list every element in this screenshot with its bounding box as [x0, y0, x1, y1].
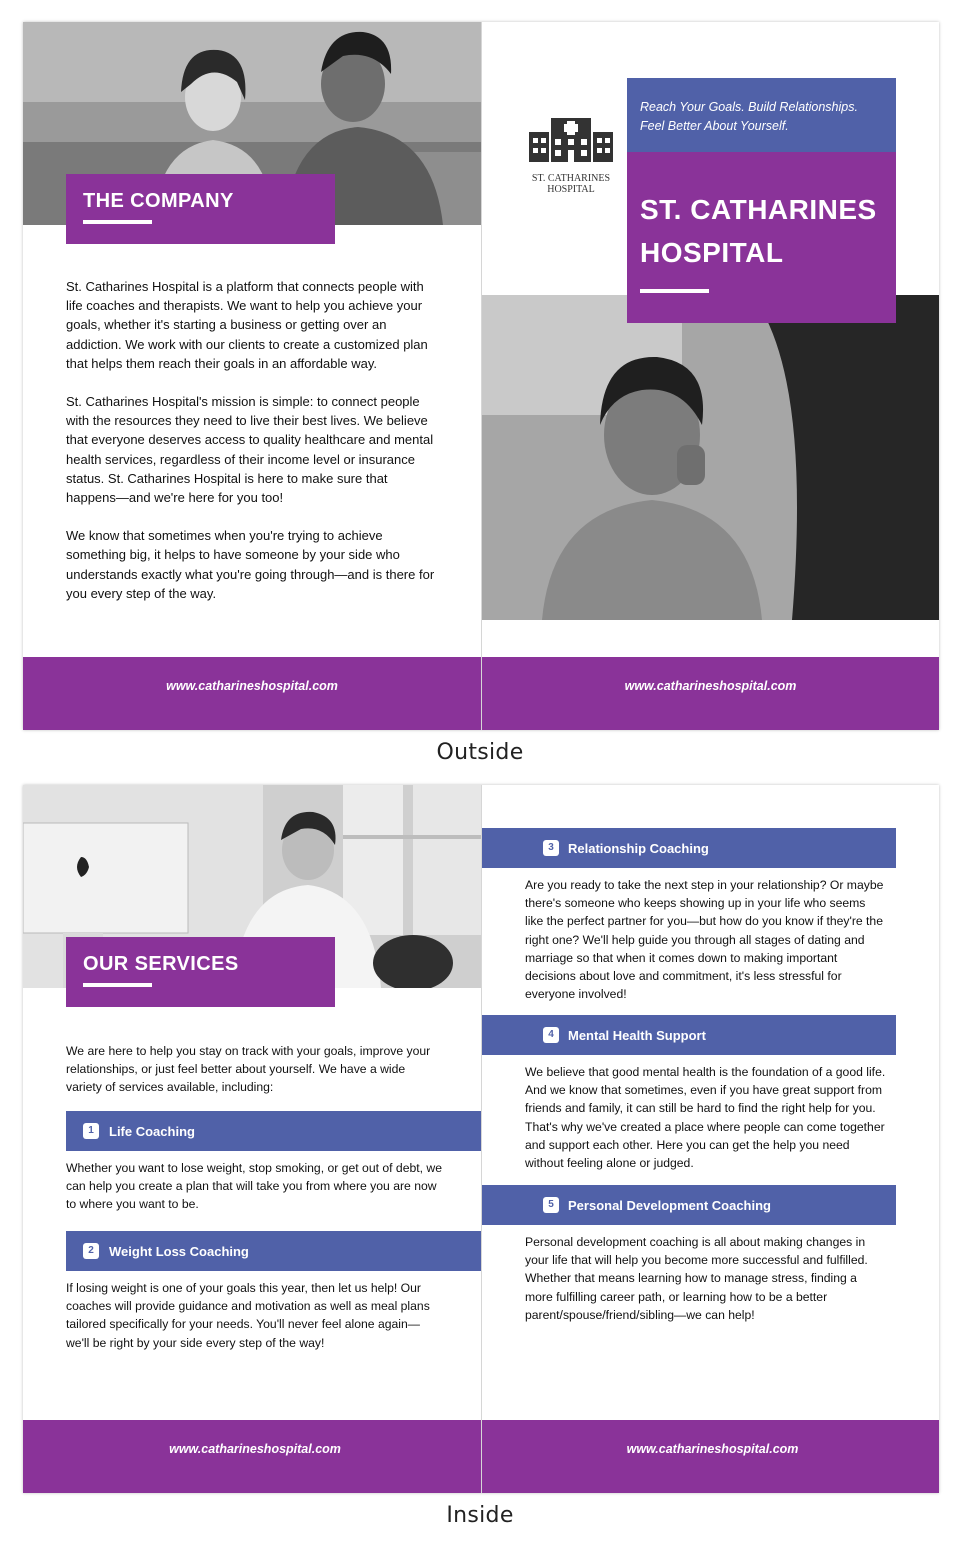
tagline-line2: Feel Better About Yourself.	[640, 119, 789, 133]
service-title: Weight Loss Coaching	[109, 1244, 249, 1259]
footer-outside-left	[23, 657, 481, 730]
service-description: Are you ready to take the next step in your relationship? Or maybe there's someone who keeps showing up in your life who seems like the perfect partner for you—but how do you know if they're the right one? We'll help guide you through all stages of dating and marriage so that when it comes down to making important decisions about love and commitment, it's less stressful for everyone involved!	[525, 878, 884, 1002]
website-link[interactable]: www.catharineshospital.com	[626, 1442, 799, 1456]
service-description: We believe that good mental health is the foundation of a good life. And we know that sometimes, even if you have great support from friends and family, it can still be hard to find the right help for you. That's why we've created a place where people can come together and support each other. Here you can get the help you need without feeling alone or judged.	[525, 1065, 886, 1171]
tagline-line1: Reach Your Goals. Build Relationships.	[640, 100, 858, 114]
company-paragraph: St. Catharines Hospital is a platform that connects people with life coaches and therapists. We want to help you achieve your goals, whether it's starting a business or getting over an addiction. We work with our clients to create a customized plan that helps them reach their goals in an affordable way.	[66, 279, 428, 371]
title-underline	[83, 220, 152, 224]
footer-outside-right	[482, 657, 939, 730]
service-number-badge: 2	[83, 1243, 99, 1259]
company-title-box	[66, 174, 335, 244]
caption-outside: Outside	[436, 740, 524, 765]
service-header-life-coaching	[66, 1111, 481, 1151]
service-number-badge: 3	[543, 840, 559, 856]
services-title-box	[66, 937, 335, 1007]
website-link[interactable]: www.catharineshospital.com	[624, 679, 797, 693]
footer-inside-left	[23, 1420, 481, 1493]
inside-spread	[23, 785, 939, 1493]
service-description: Whether you want to lose weight, stop smoking, or get out of debt, we can help you create a plan that will take you from where you are now to where you want to be.	[66, 1161, 442, 1212]
service-number-badge: 1	[83, 1123, 99, 1139]
title-underline	[83, 983, 152, 987]
service-description: If losing weight is one of your goals this year, then let us help! Our coaches will provide guidance and motivation as well as meal plans tailored specifically for your needs. You'll never feel alone again—we'll be right by your side every step of the way!	[66, 1281, 430, 1350]
service-header-weight-loss	[66, 1231, 481, 1271]
service-title: Relationship Coaching	[568, 841, 709, 856]
cover-title-underline	[640, 289, 709, 293]
fold-line	[481, 785, 482, 1493]
service-title: Mental Health Support	[568, 1028, 706, 1043]
service-header-mental-health	[482, 1015, 896, 1055]
logo-text-line1: ST. CATHARINES	[531, 173, 611, 184]
cover-title-line1: ST. CATHARINES	[640, 194, 877, 225]
outside-spread	[23, 22, 939, 730]
cover-title-box	[627, 152, 896, 323]
website-link[interactable]: www.catharineshospital.com	[169, 1442, 341, 1456]
company-paragraph: We know that sometimes when you're trying to achieve something big, it helps to have someone by your side who understands exactly what you're going through—and is there for you every step of the way.	[66, 528, 435, 601]
cover-title-line2: HOSPITAL	[640, 237, 784, 268]
website-link[interactable]: www.catharineshospital.com	[166, 679, 338, 693]
service-number-badge: 4	[543, 1027, 559, 1043]
company-title: THE COMPANY	[83, 190, 234, 212]
services-intro: We are here to help you stay on track with your goals, improve your relationships, or just feel better about yourself. We have a wide variety of services available, including:	[66, 1044, 431, 1095]
company-paragraph: St. Catharines Hospital's mission is simple: to connect people with the resources they need to live their best lives. We believe that everyone deserves access to quality healthcare and mental health services, regardless of their income level or insurance status. St. Catharines Hospital is here to make sure that happens—and we're here for you too!	[66, 394, 434, 506]
caption-inside: Inside	[446, 1503, 514, 1528]
footer-inside-right	[482, 1420, 939, 1493]
services-title: OUR SERVICES	[83, 953, 239, 975]
hospital-logo	[521, 112, 621, 195]
service-title: Life Coaching	[109, 1124, 195, 1139]
company-description	[66, 277, 438, 622]
hospital-building-icon	[521, 112, 621, 164]
service-title: Personal Development Coaching	[568, 1198, 771, 1213]
service-number-badge: 5	[543, 1197, 559, 1213]
fold-line	[481, 22, 482, 730]
cover-photo	[482, 295, 939, 620]
service-header-relationship	[482, 828, 896, 868]
service-description: Personal development coaching is all about making changes in your life that will help you become more successful and fulfilled. Whether that means learning how to manage stress, finding a more fulfilling career path, or learning how to be a better parent/spouse/friend/sibling—we can help!	[525, 1235, 868, 1322]
logo-text-line2: HOSPITAL	[547, 184, 595, 195]
tagline-box	[627, 78, 896, 152]
service-header-personal-development	[482, 1185, 896, 1225]
